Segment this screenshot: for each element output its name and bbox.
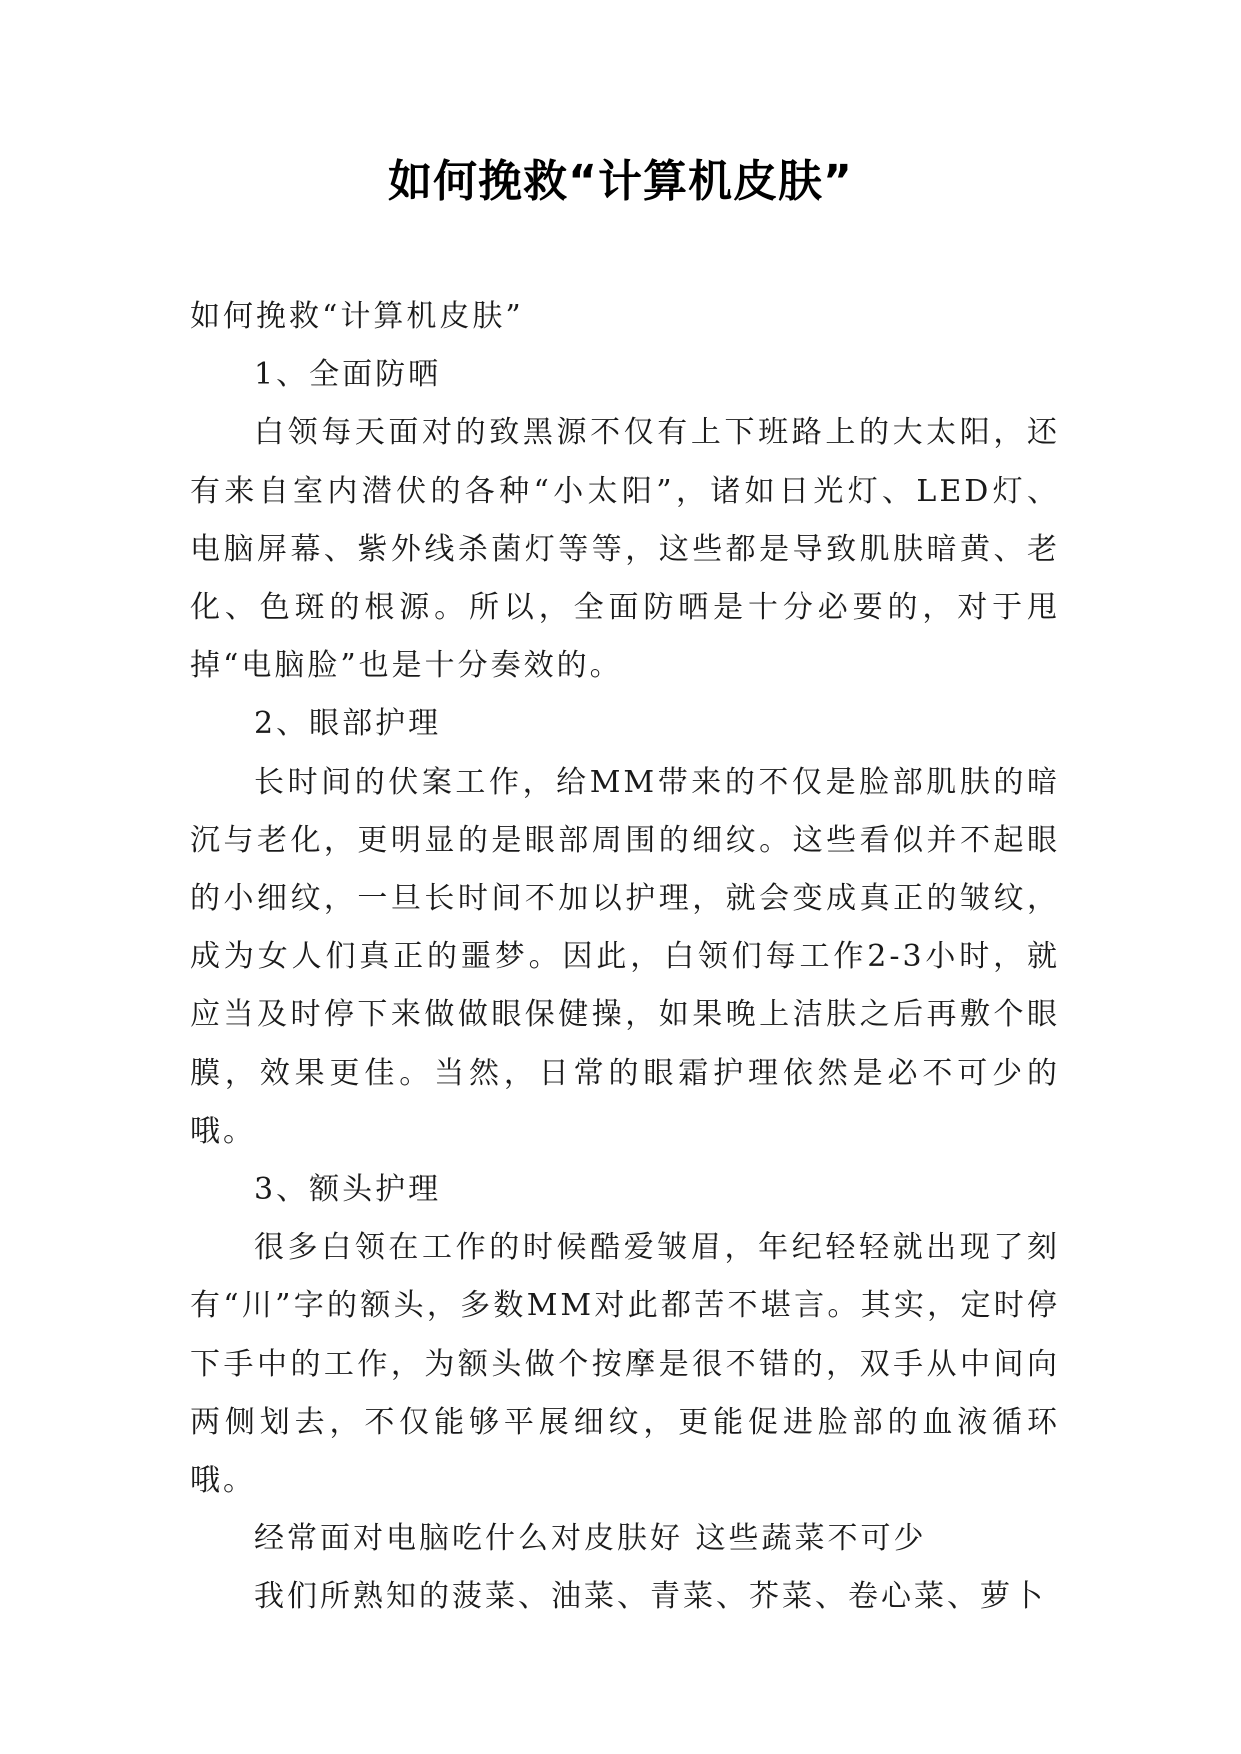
paragraph-eye-care: 长时间的伏案工作，给MM带来的不仅是脸部肌肤的暗沉与老化，更明显的是眼部周围的细纹。这些看似并不起眼的小细纹，一旦长时间不加以护理，就会变成真正的皱纹，成为女人们真正的噩梦。因此，白领们每工作2-3小时，就应当及时停下来做做眼保健操，如果晚上洁肤之后再敷个眼膜，效果更佳。当然，日常的眼霜护理依然是必不可少的哦。 xyxy=(190,764,1060,1149)
paragraph-vegetables: 我们所熟知的菠菜、油菜、青菜、芥菜、卷心菜、萝卜 xyxy=(254,1579,1046,1615)
paragraph-sunscreen: 白领每天面对的致黑源不仅有上下班路上的大太阳，还有来自室内潜伏的各种“小太阳”，诸如日光灯、LED灯、电脑屏幕、紫外线杀菌灯等等，这些都是导致肌肤暗黄、老化、色斑的根源。所以，全面防晒是十分必要的，对于甩掉“电脑脸”也是十分奏效的。 xyxy=(190,415,1060,684)
document-body xyxy=(190,288,1060,1627)
section-heading-forehead-care: 3、额头护理 xyxy=(254,1172,442,1208)
section-heading-eye-care: 2、眼部护理 xyxy=(254,706,442,742)
section-heading-vegetables: 经常面对电脑吃什么对皮肤好 这些蔬菜不可少 xyxy=(254,1521,927,1557)
paragraph-subtitle: 如何挽救“计算机皮肤” xyxy=(190,299,524,334)
document-title: 如何挽救“计算机皮肤” xyxy=(388,156,853,207)
section-heading-sunscreen: 1、全面防晒 xyxy=(254,357,442,393)
paragraph-forehead-care: 很多白领在工作的时候酷爱皱眉，年纪轻轻就出现了刻有“川”字的额头，多数MM对此都苦不堪言。其实，定时停下手中的工作，为额头做个按摩是很不错的，双手从中间向两侧划去，不仅能够平展细纹，更能促进脸部的血液循环哦。 xyxy=(190,1230,1060,1499)
